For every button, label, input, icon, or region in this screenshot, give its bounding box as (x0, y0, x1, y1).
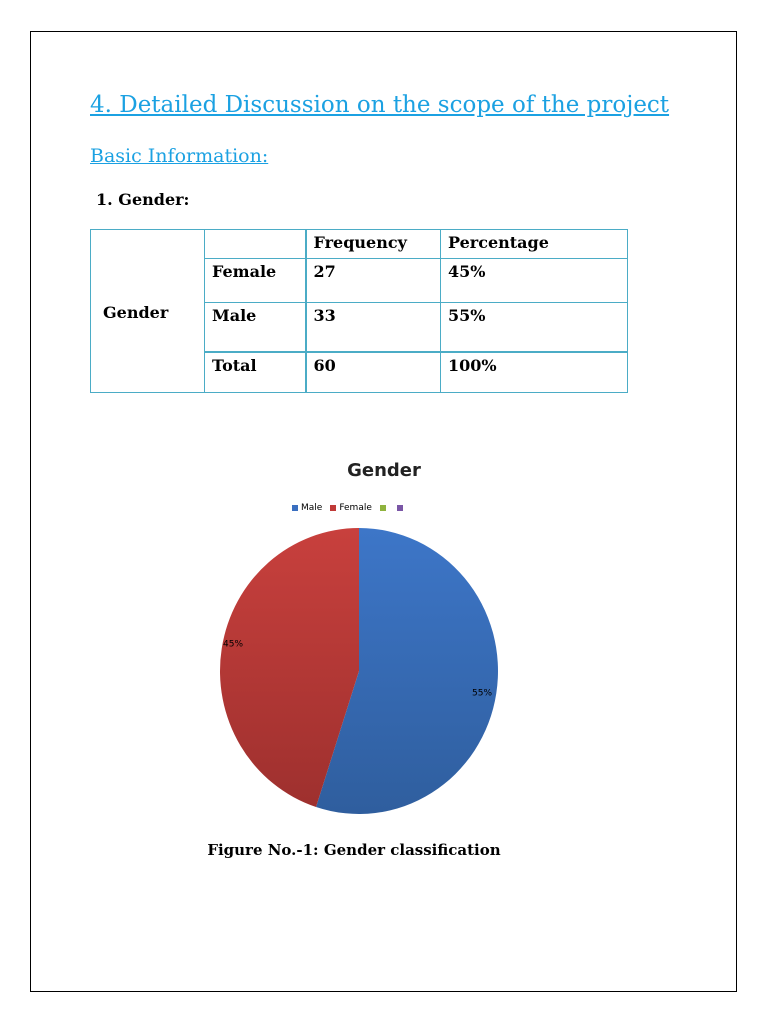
pie-data-label: 55% (472, 688, 493, 699)
row-label: Male (205, 303, 306, 352)
frequency-cell: 27 (306, 259, 441, 303)
table-header-cell: Percentage (441, 230, 628, 259)
legend-label: Female (339, 503, 372, 513)
figure-caption: Figure No.-1: Gender classification (207, 841, 501, 859)
frequency-cell: 33 (306, 303, 441, 352)
table-header-cell: Frequency (306, 230, 441, 259)
percentage-cell: 55% (441, 303, 628, 352)
chart-title: Gender (347, 460, 421, 481)
pie-data-label: 45% (223, 639, 244, 650)
section-heading: 4. Detailed Discussion on the scope of the project (90, 92, 670, 118)
percentage-cell: 100% (441, 352, 628, 393)
frequency-cell: 60 (306, 352, 441, 393)
row-label: Female (205, 259, 306, 303)
gender-section-label: 1. Gender: (96, 190, 190, 209)
subheading: Basic Information: (90, 145, 269, 167)
percentage-cell: 45% (441, 259, 628, 303)
row-group-header: Gender (91, 230, 205, 393)
legend-label: Male (301, 503, 323, 513)
row-label: Total (205, 352, 306, 393)
